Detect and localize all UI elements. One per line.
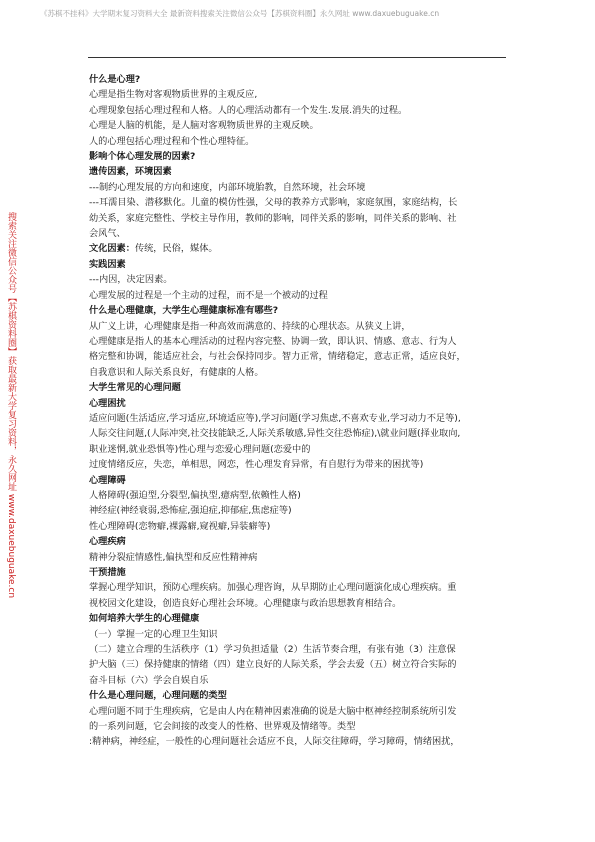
body-line: :精神病，神经症，一般性的心理问题社会适应不良，人际交往障碍，学习障碍，情绪困扰， — [89, 736, 460, 748]
body-line: 从广义上讲，心理健康是指一种高效而满意的、持续的心理状态。从狭义上讲， — [89, 320, 411, 332]
body-line: 适应问题(生活适应,学习适应,环境适应等),学习问题(学习焦虑,不喜欢专业,学习动力不足等), — [89, 412, 461, 424]
section-heading: 心理障碍 — [89, 474, 126, 486]
page-header: 《苏棋不挂科》大学期末复习资料大全 最新资料搜索关注微信公众号【苏棋资料圈】永久网址 www.daxuebuguake.cn — [40, 9, 440, 18]
body-line: 的一系列问题，它会间接的改变人的性格、世界观及情绪等。类型 — [89, 721, 356, 733]
body-line: 心理现象包括心理过程和人格。人的心理活动都有一个发生.发展.消失的过程。 — [89, 104, 408, 116]
body-line: （一）掌握一定的心理卫生知识 — [89, 628, 218, 640]
body-line: 会风气、 — [89, 228, 126, 240]
body-line: 职业迷惘,就业恐惧等)性心理与恋爱心理问题(恋爱中的 — [89, 443, 311, 455]
body-line: 奋斗目标（六）学会自娱自乐 — [89, 674, 209, 686]
body-line: 心理发展的过程是一个主动的过程，而不是一个被动的过程 — [89, 289, 328, 301]
section-heading: 实践因素 — [89, 258, 126, 270]
body-line: 人的心理包括心理过程和个性心理特征。 — [89, 135, 255, 147]
inline-heading: 文化因素： — [89, 243, 135, 255]
section-heading: 遗传因素，环境因素 — [89, 166, 172, 178]
body-line: 掌握心理学知识，预防心理疾病。加强心理咨询，从早期防止心理问题演化成心理疾病。重 — [89, 582, 457, 594]
body-line: 性心理障碍(恋物癖,裸露癖,窥视癖,异装癖等) — [89, 520, 271, 532]
section-heading: 如何培养大学生的心理健康 — [89, 613, 200, 625]
body-line: 护大脑（三）保持健康的情绪（四）建立良好的人际关系，学会去爱（五）树立符合实际的 — [89, 659, 457, 671]
body-line: 心理问题不同于生理疾病，它是由人内在精神因素准确的说是大脑中枢神经控制系统所引发 — [89, 705, 457, 717]
header-rule — [88, 57, 506, 58]
body-line: 自我意识和人际关系良好，有健康的人格。 — [89, 366, 264, 378]
section-heading: 心理困扰 — [89, 397, 126, 409]
body-line: 精神分裂症情感性,偏执型和反应性精神病 — [89, 551, 258, 563]
section-heading: 大学生常见的心理问题 — [89, 382, 181, 394]
section-heading: 什么是心理问题，心理问题的类型 — [89, 690, 227, 702]
body-line: 过度情绪反应，失恋，单相思，网恋，性心理发育异常，有自慰行为带来的困扰等) — [89, 459, 424, 471]
body-line: 心理是人脑的机能，是人脑对客观物质世界的主观反映。 — [89, 120, 319, 132]
body-line: 心理是指生物对客观物质世界的主观反应, — [89, 89, 258, 101]
body-line: ---内因，决定因素。 — [89, 274, 173, 286]
body-line: 文化因素：传统，民俗，媒体。 — [89, 243, 218, 255]
body-line: （二）建立合理的生活秩序（1）学习负担适量（2）生活节奏合理，有张有弛（3）注意保 — [89, 644, 456, 656]
section-heading: 影响个体心理发展的因素? — [89, 151, 196, 163]
side-watermark-text: 搜索关注微信公众号【苏棋资料圈】获取最新大学复习资料，永久网址 www.daxuebuguake.cn — [6, 212, 16, 599]
body-line: 人际交往问题,(人际冲突,社交技能缺乏,人际关系敏感,异性交往恐怖症),\就业问题(择业取向, — [89, 428, 461, 440]
body-line: 心理健康是指人的基本心理活动的过程内容完整、协调一致，即认识、情感、意志、行为人 — [89, 335, 457, 347]
body-line: 神经症(神经衰弱,恐怖症,强迫症,抑郁症,焦虑症等) — [89, 505, 292, 517]
section-heading: 什么是心理? — [89, 74, 141, 85]
body-line: ---耳濡目染、潜移默化。儿童的模仿性强，父母的教养方式影响，家庭氛围，家庭结构，长 — [89, 197, 458, 209]
section-heading: 心理疾病 — [89, 536, 126, 548]
body-line: 幼关系，家庭完整性、学校主导作用，教师的影响，同伴关系的影响，同伴关系的影响、社 — [89, 212, 457, 224]
section-heading: 干预措施 — [89, 567, 126, 578]
document-body — [89, 72, 511, 750]
body-line: ---制约心理发展的方向和速度，内部环境胎教，自然环境，社会环境 — [89, 181, 366, 193]
body-line: 格完整和协调，能适应社会，与社会保持同步。智力正常，情绪稳定，意志正常，适应良好， — [89, 351, 466, 363]
body-line: 人格障碍(强迫型,分裂型,偏执型,癔病型,依赖性人格) — [89, 489, 301, 501]
section-heading: 什么是心理健康，大学生心理健康标准有哪些? — [89, 305, 279, 317]
body-line: 视校园文化建设，创造良好心理社会环境。心理健康与政治思想教育相结合。 — [89, 597, 402, 609]
